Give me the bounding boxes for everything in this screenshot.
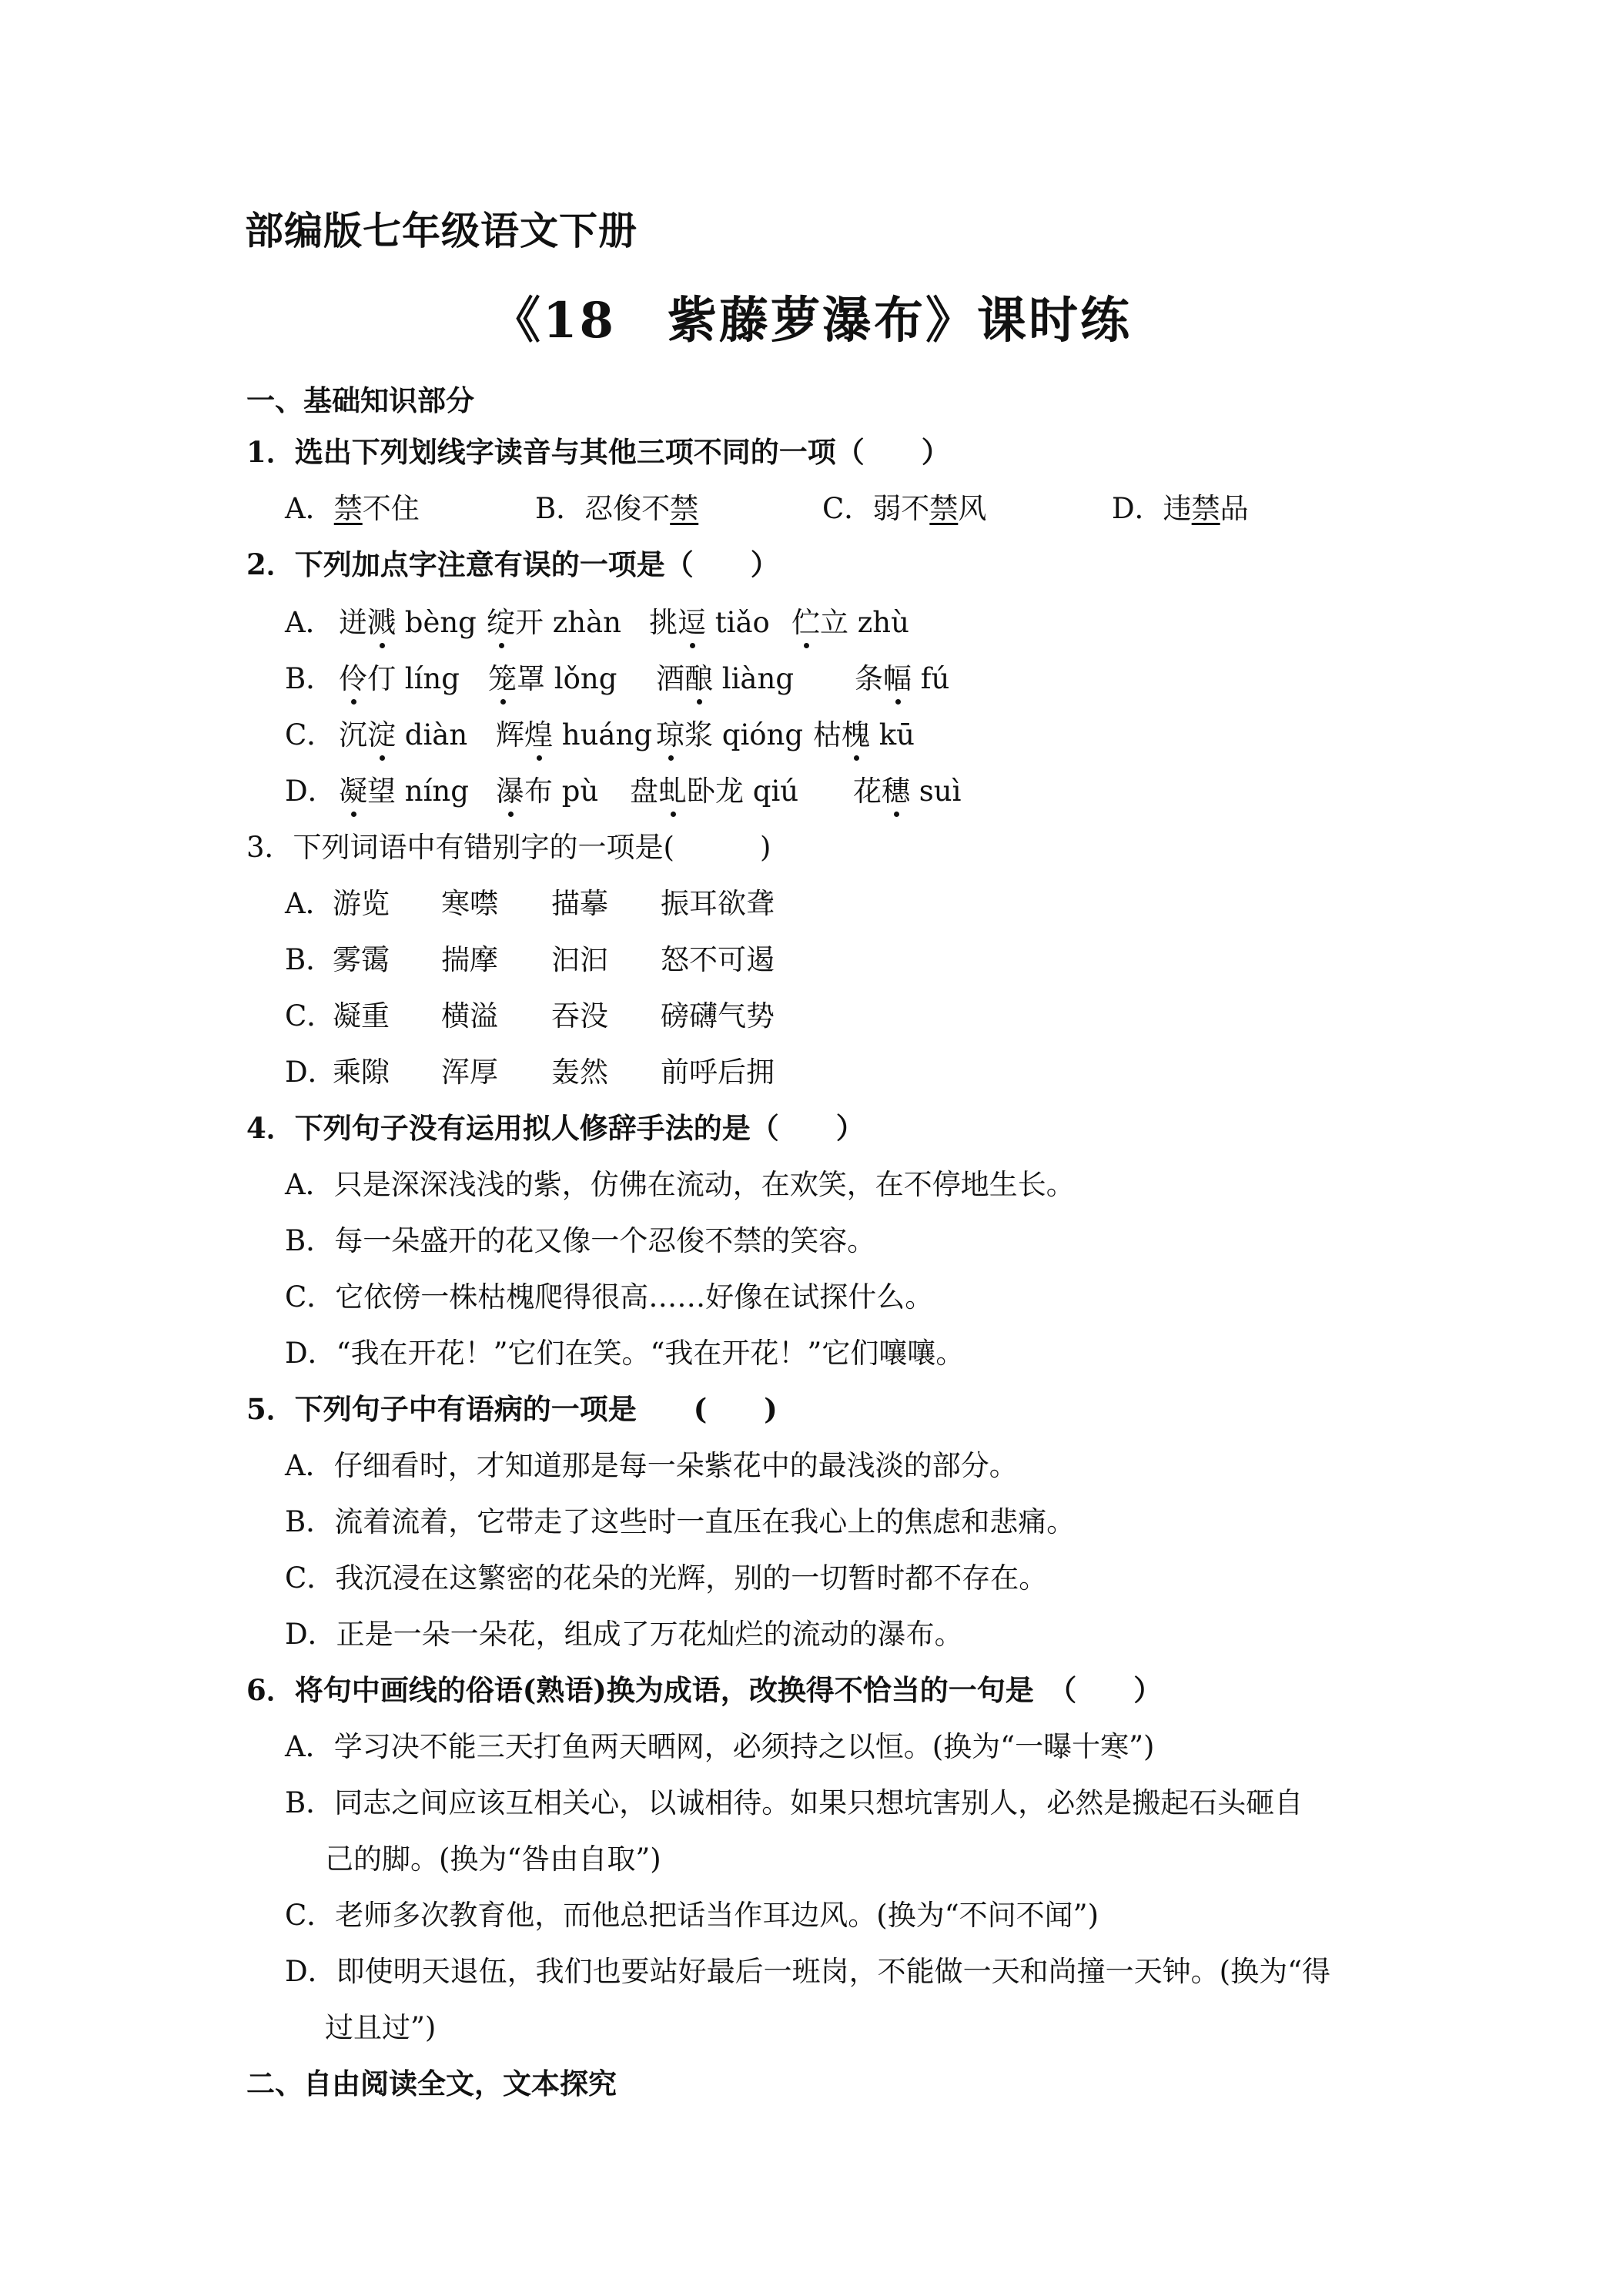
- q4-option-b: B．每一朵盛开的花又像一个忍俊不禁的笑容。: [285, 1224, 876, 1257]
- q2-d-item-2: 瀑布 pù: [496, 768, 598, 809]
- q1-option-b: B．忍俊不禁: [535, 492, 699, 525]
- q3-option-d-label: D．: [285, 1056, 336, 1089]
- q5-option-d: D．正是一朵一朵花，组成了万花灿烂的流动的瀑布。: [285, 1618, 963, 1651]
- q4-option-d: D．“我在开花！”它们在笑。“我在开花！”它们嚷嚷。: [285, 1337, 965, 1370]
- q2-option-b-label: B．: [285, 662, 335, 695]
- q6-option-d-line-1: D．即使明天退伍，我们也要站好最后一班岗，不能做一天和尚撞一天钟。(换为“得: [285, 1955, 1331, 1988]
- q2-option-c-label: C．: [285, 718, 336, 751]
- section-heading-1: 一、基础知识部分: [246, 383, 474, 417]
- q3-c-word-2: 横溢: [441, 999, 498, 1033]
- q3-d-word-4: 前呼后拥: [661, 1056, 775, 1089]
- q2-c-item-2: 辉煌 huáng: [496, 711, 652, 753]
- q2-option-d-label: D．: [285, 775, 336, 808]
- page-title: 《18 紫藤萝瀑布》课时练: [490, 292, 1133, 350]
- q6-option-d-line-2: 过且过”): [325, 2011, 437, 2044]
- q1-option-c: C．弱不禁风: [822, 492, 987, 525]
- q2-c-item-1: 沉淀 diàn: [339, 711, 467, 753]
- q2-a-item-3: 挑逗 tiǎo: [649, 599, 770, 641]
- q2-c-item-4: 枯槐 kū: [813, 711, 915, 753]
- q1-option-a: A．禁不住: [285, 492, 420, 525]
- q4-option-c: C．它依傍一株枯槐爬得很高……好像在试探什么。: [285, 1280, 934, 1314]
- q2-d-item-4: 花穗 suì: [853, 768, 961, 809]
- q3-d-word-1: 乘隙: [333, 1056, 390, 1089]
- q3-d-word-2: 浑厚: [441, 1056, 498, 1089]
- q2-d-item-1: 凝望 níng: [339, 768, 469, 809]
- q3-c-word-1: 凝重: [333, 999, 390, 1033]
- q3-a-word-2: 寒噤: [441, 887, 498, 920]
- q3-b-word-1: 雾霭: [333, 943, 390, 976]
- q6-option-c: C．老师多次教育他，而他总把话当作耳边风。(换为“不问不闻”): [285, 1899, 1099, 1932]
- q2-b-item-3: 酒酿 liàng: [656, 655, 794, 697]
- question-6-stem: 6．将句中画线的俗语(熟语)换为成语，改换得不恰当的一句是 （ ）: [246, 1673, 1163, 1707]
- q5-option-c: C．我沉浸在这繁密的花朵的光辉，别的一切暂时都不存在。: [285, 1561, 1048, 1595]
- question-2-stem: 2．下列加点字注意有误的一项是（ ）: [246, 547, 779, 581]
- q3-c-word-4: 磅礴气势: [661, 999, 775, 1033]
- q2-b-item-4: 条幅 fú: [855, 655, 949, 697]
- q3-a-word-1: 游览: [333, 887, 390, 920]
- question-1-stem: 1．选出下列划线字读音与其他三项不同的一项（ ）: [246, 435, 950, 469]
- q2-c-item-3: 琼浆 qióng: [656, 711, 803, 753]
- q2-a-item-2: 绽开 zhàn: [487, 599, 621, 641]
- q3-b-word-4: 怒不可遏: [661, 943, 775, 976]
- q3-option-c-label: C．: [285, 999, 336, 1033]
- q4-option-a: A．只是深深浅浅的紫，仿佛在流动，在欢笑，在不停地生长。: [285, 1168, 1075, 1201]
- q1-option-d: D．违禁品: [1112, 492, 1249, 525]
- q2-b-item-2: 笼罩 lǒng: [488, 655, 617, 697]
- section-heading-2: 二、自由阅读全文，文本探究: [246, 2067, 617, 2100]
- q3-option-a-label: A．: [285, 887, 334, 920]
- q2-a-item-1: 迸溅 bèng: [339, 599, 477, 641]
- q5-option-a: A．仔细看时，才知道那是每一朵紫花中的最浅淡的部分。: [285, 1449, 1018, 1482]
- q6-option-b-line-2: 己的脚。(换为“咎由自取”): [325, 1842, 661, 1876]
- q3-d-word-3: 轰然: [551, 1056, 608, 1089]
- q6-option-a: A．学习决不能三天打鱼两天晒网，必须持之以恒。(换为“一曝十寒”): [285, 1730, 1155, 1763]
- q2-option-a-label: A．: [285, 606, 334, 639]
- q3-a-word-4: 振耳欲聋: [661, 887, 775, 920]
- question-4-stem: 4．下列句子没有运用拟人修辞手法的是（ ）: [246, 1111, 865, 1145]
- q2-a-item-4: 伫立 zhù: [791, 599, 909, 641]
- q3-b-word-2: 揣摩: [441, 943, 498, 976]
- q3-c-word-3: 吞没: [551, 999, 608, 1033]
- q3-b-word-3: 汩汩: [551, 943, 608, 976]
- q2-d-item-3: 盘虬卧龙 qiú: [630, 768, 798, 809]
- q5-option-b: B．流着流着，它带走了这些时一直压在我心上的焦虑和悲痛。: [285, 1505, 1076, 1538]
- q3-option-b-label: B．: [285, 943, 335, 976]
- q2-b-item-1: 伶仃 líng: [339, 655, 460, 697]
- question-5-stem: 5．下列句子中有语病的一项是 ( ): [246, 1392, 778, 1426]
- q6-option-b-line-1: B．同志之间应该互相关心，以诚相待。如果只想坑害别人，必然是搬起石头砸自: [285, 1786, 1303, 1819]
- subject-heading: 部编版七年级语文下册: [245, 208, 637, 253]
- q3-a-word-3: 描摹: [551, 887, 608, 920]
- question-3-stem: 3．下列词语中有错别字的一项是( ): [246, 831, 771, 864]
